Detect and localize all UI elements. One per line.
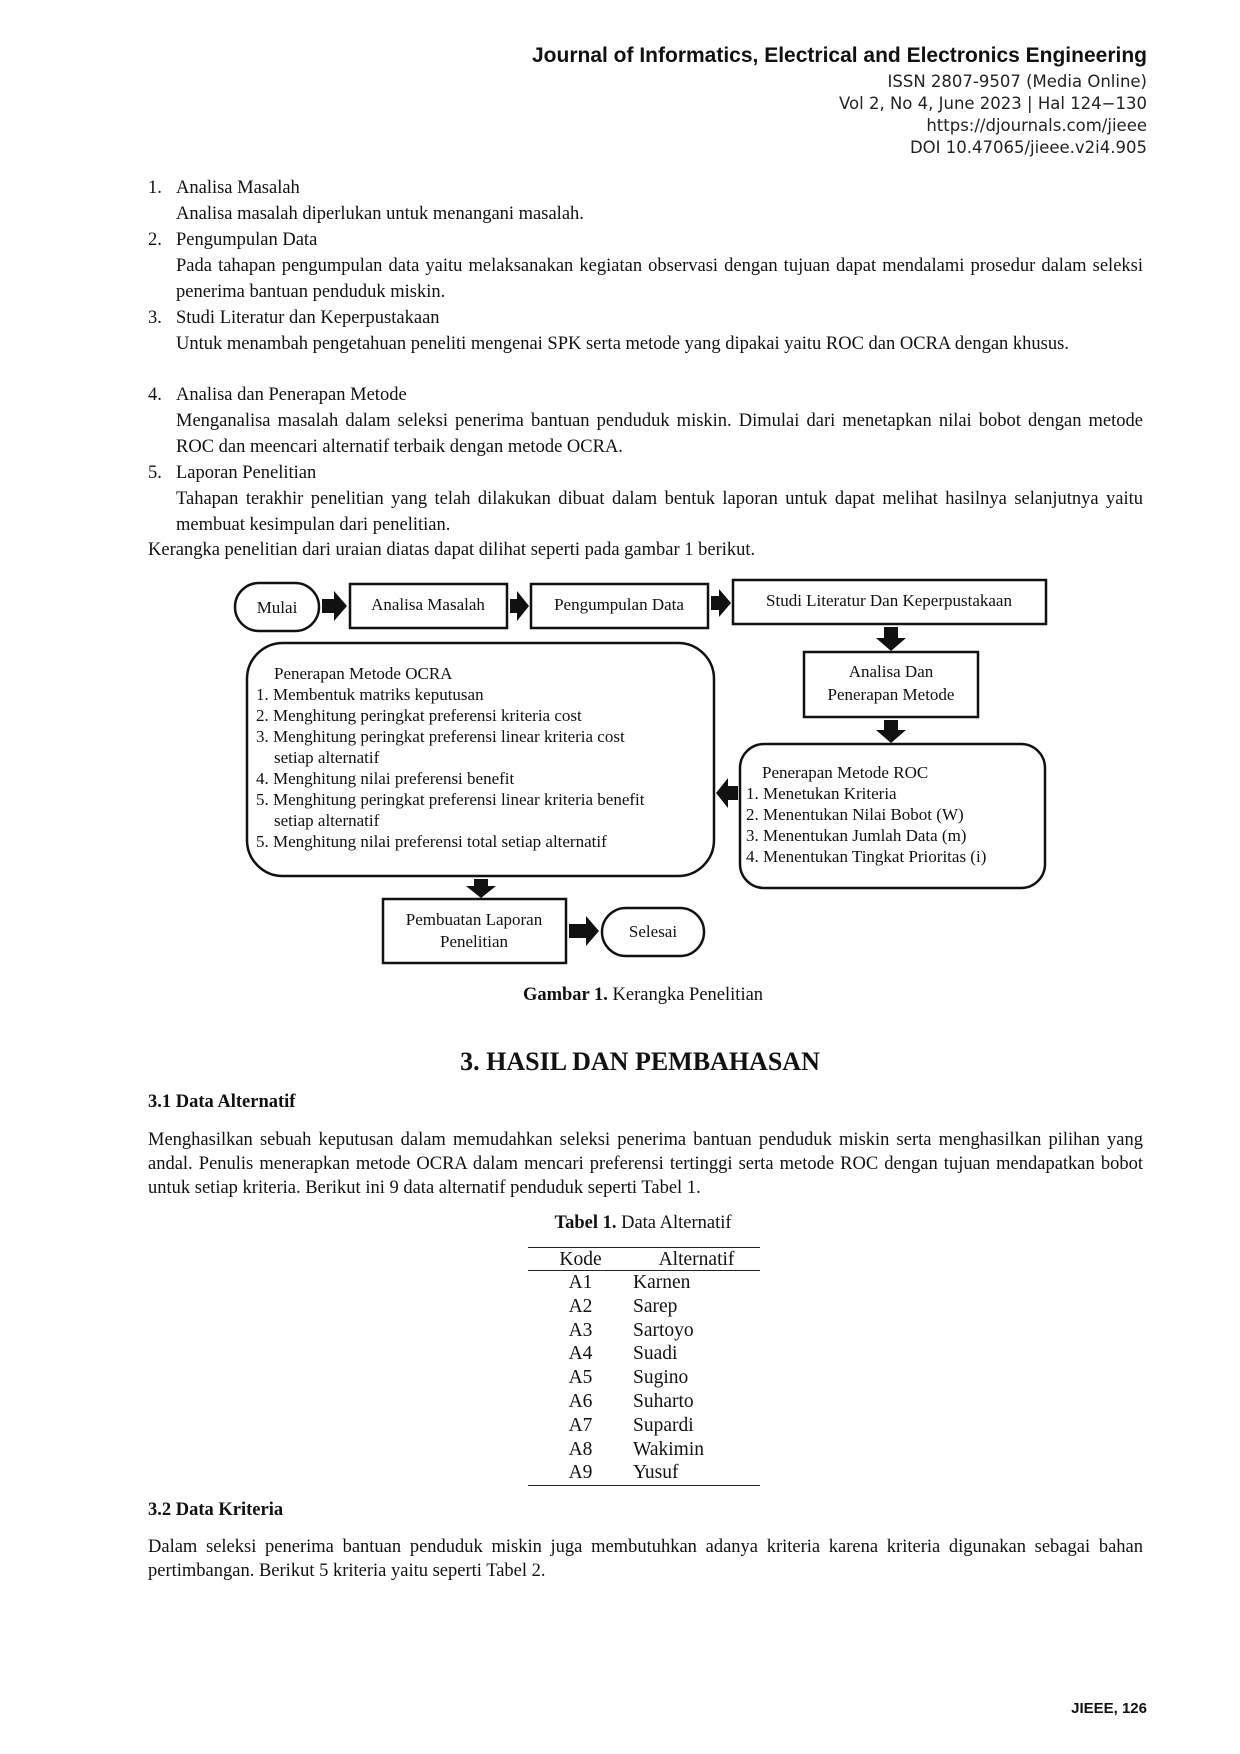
ocra-title: Penerapan Metode OCRA xyxy=(274,664,453,683)
arrow-down-icon xyxy=(466,879,496,898)
arrow-down-icon xyxy=(876,720,906,743)
step-number: 4. xyxy=(148,385,162,405)
subsection-paragraph: Dalam seleksi penerima bantuan penduduk miskin juga membutuhkan adanya kriteria karena kriteria digunakan sebagai bahan pertimbangan. Berikut 5 kriteria yaitu seperti Tabel 2. xyxy=(148,1537,1143,1581)
cell-kode: A9 xyxy=(568,1462,593,1484)
start-label: Mulai xyxy=(256,598,298,617)
figure-intro: Kerangka penelitian dari uraian diatas dapat dilihat seperti pada gambar 1 berikut. xyxy=(148,540,756,560)
arrow-right-icon xyxy=(322,591,347,621)
cell-alternatif: Suharto xyxy=(633,1390,694,1412)
pembuatan-label: Pembuatan Laporan xyxy=(405,910,543,929)
analisa-dan-label: Analisa Dan xyxy=(848,662,934,681)
table-row xyxy=(528,1390,760,1414)
roc-item: 4. Menentukan Tingkat Prioritas (i) xyxy=(746,847,987,866)
cell-kode: A4 xyxy=(568,1343,593,1365)
step-title: Analisa dan Penerapan Metode xyxy=(176,385,407,405)
cell-kode: A8 xyxy=(568,1438,593,1460)
table-row xyxy=(528,1319,760,1343)
ocra-item: setiap alternatif xyxy=(274,748,380,767)
journal-url[interactable]: https://djournals.com/jieee xyxy=(926,116,1147,135)
roc-item: 2. Menentukan Nilai Bobot (W) xyxy=(746,805,964,824)
figure-caption-label: Gambar 1. xyxy=(522,985,608,1005)
table-row xyxy=(528,1366,760,1390)
pengumpulan-data-label: Pengumpulan Data xyxy=(554,595,684,614)
step-body: Pada tahapan pengumpulan data yaitu melaksanakan kegiatan observasi dengan tujuan dapat mendalami prosedur dalam seleksi penerima bantuan penduduk miskin. xyxy=(176,256,1143,302)
cell-kode: A1 xyxy=(568,1272,593,1293)
step-body: Tahapan terakhir penelitian yang telah dilakukan dibuat dalam bentuk laporan untuk dapat melihat hasilnya selanjutnya yaitu membuat kesimpulan dari penelitian. xyxy=(176,489,1143,535)
studi-literatur-label: Studi Literatur Dan Keperpustakaan xyxy=(766,591,1012,610)
analisa-masalah-label: Analisa Masalah xyxy=(371,595,485,614)
table-row xyxy=(528,1461,760,1485)
issn: ISSN 2807-9507 (Media Online) xyxy=(887,72,1147,91)
roc-item: 1. Menetukan Kriteria xyxy=(746,784,897,803)
step-title: Analisa Masalah xyxy=(176,178,300,198)
table-header-row xyxy=(528,1248,760,1271)
ocra-item: 1. Membentuk matriks keputusan xyxy=(256,685,484,704)
step-body: Menganalisa masalah dalam seleksi penerima bantuan penduduk miskin. Dimulai dari menetapkan nilai bobot dengan metode ROC dan meencari alternatif terbaik dengan metode OCRA. xyxy=(176,411,1143,457)
header-alternatif: Alternatif xyxy=(633,1248,760,1271)
cell-alternatif: Yusuf xyxy=(633,1462,679,1484)
cell-alternatif: Sarep xyxy=(633,1295,678,1317)
step-number: 1. xyxy=(148,178,162,198)
table-row xyxy=(528,1414,760,1438)
arrow-left-icon xyxy=(716,778,738,808)
step-title: Pengumpulan Data xyxy=(176,230,318,250)
ocra-item: 3. Menghitung peringkat preferensi linear kriteria cost xyxy=(256,727,625,746)
arrow-right-icon xyxy=(510,591,529,621)
page-footer: JIEEE, 126 xyxy=(1071,1700,1147,1717)
step-number: 3. xyxy=(148,308,162,328)
subsection-title: 3.1 Data Alternatif xyxy=(148,1092,296,1112)
cell-alternatif: Supardi xyxy=(633,1414,694,1436)
roc-title: Penerapan Metode ROC xyxy=(762,763,929,782)
journal-title: Journal of Informatics, Electrical and Electronics Engineering xyxy=(532,44,1147,67)
cell-kode: A6 xyxy=(568,1390,593,1412)
section-title: 3. HASIL DAN PEMBAHASAN xyxy=(460,1047,820,1076)
ocra-item: 2. Menghitung peringkat preferensi kriteria cost xyxy=(256,706,582,725)
doi[interactable]: DOI 10.47065/jieee.v2i4.905 xyxy=(909,138,1147,157)
arrow-right-icon xyxy=(569,916,599,946)
step-title: Laporan Penelitian xyxy=(176,463,317,483)
subsection-paragraph: Menghasilkan sebuah keputusan dalam memudahkan seleksi penerima bantuan penduduk miskin serta menghasilkan pilihan yang andal. Penulis menerapkan metode OCRA dalam mencari preferensi tertinggi serta metode ROC dengan tujuan mendapatkan bobot untuk setiap kriteria. Berikut ini 9 data alternatif penduduk seperti Tabel 1. xyxy=(148,1130,1143,1198)
header-kode: Kode xyxy=(528,1248,633,1271)
subsection-title: 3.2 Data Kriteria xyxy=(148,1500,284,1520)
penerapan-metode-label: Penerapan Metode xyxy=(827,685,955,704)
ocra-item: 5. Menghitung peringkat preferensi linear kriteria benefit xyxy=(256,790,645,809)
table-caption-text: Data Alternatif xyxy=(616,1213,732,1233)
table-caption xyxy=(0,1213,1240,1234)
ocra-item: setiap alternatif xyxy=(274,811,380,830)
step-body: Analisa masalah diperlukan untuk menangani masalah. xyxy=(176,204,584,224)
table-row xyxy=(528,1295,760,1319)
ocra-item: 4. Menghitung nilai preferensi benefit xyxy=(256,769,515,788)
cell-alternatif: Wakimin xyxy=(633,1438,705,1460)
cell-alternatif: Sugino xyxy=(633,1367,689,1389)
figure-caption-text: Kerangka Penelitian xyxy=(607,985,764,1005)
cell-kode: A2 xyxy=(568,1295,593,1317)
step-body: Untuk menambah pengetahuan peneliti mengenai SPK serta metode yang dipakai yaitu ROC dan OCRA dengan khusus. xyxy=(176,334,1069,354)
cell-kode: A7 xyxy=(568,1414,593,1436)
table-row xyxy=(528,1342,760,1366)
ocra-item: 5. Menghitung nilai preferensi total setiap alternatif xyxy=(256,832,607,851)
pembuatan-laporan-node xyxy=(383,899,566,963)
arrow-down-icon xyxy=(876,627,906,651)
table-row xyxy=(528,1438,760,1462)
table-caption-label: Tabel 1. xyxy=(554,1213,617,1233)
cell-alternatif: Karnen xyxy=(633,1272,691,1293)
penelitian-label: Penelitian xyxy=(440,932,508,951)
arrow-right-icon xyxy=(711,589,731,617)
end-label: Selesai xyxy=(628,922,678,941)
cell-alternatif: Suadi xyxy=(633,1343,678,1365)
cell-kode: A3 xyxy=(568,1319,593,1341)
cell-alternatif: Sartoyo xyxy=(633,1319,694,1341)
step-number: 2. xyxy=(148,230,162,250)
roc-item: 3. Menentukan Jumlah Data (m) xyxy=(746,826,967,845)
volume-info: Vol 2, No 4, June 2023 | Hal 124−130 xyxy=(839,94,1147,113)
figure-caption xyxy=(0,985,1240,1006)
cell-kode: A5 xyxy=(568,1367,593,1389)
step-title: Studi Literatur dan Keperpustakaan xyxy=(176,308,440,328)
data-alternatif-table xyxy=(528,1247,760,1486)
step-number: 5. xyxy=(148,463,162,483)
table-row xyxy=(528,1271,760,1295)
